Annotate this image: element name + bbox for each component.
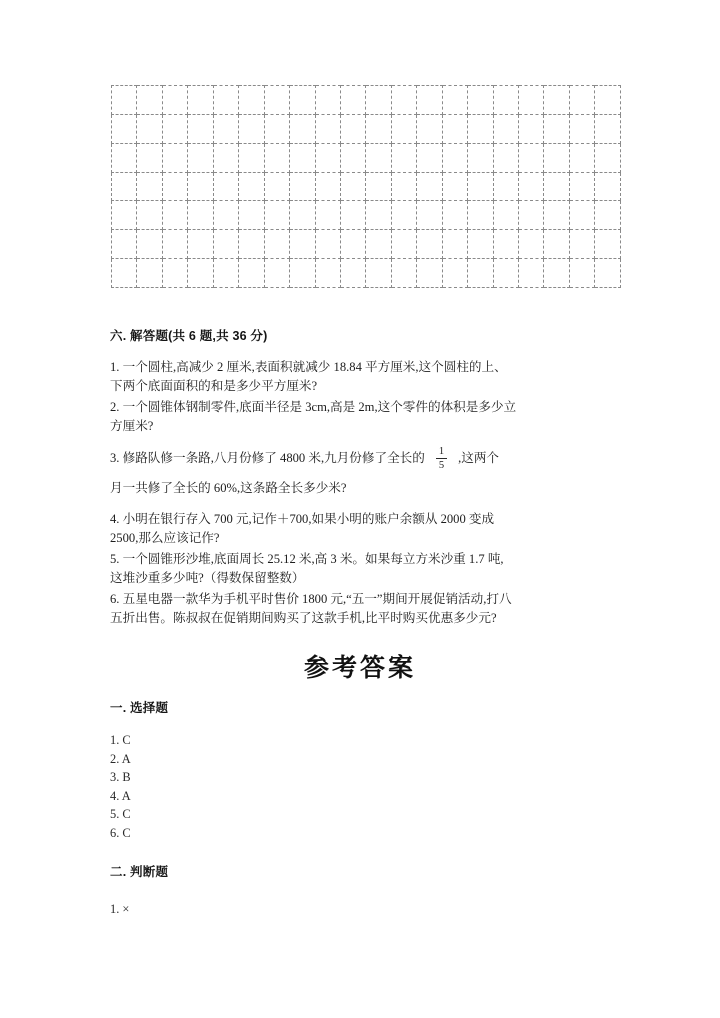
answer-group-heading-choice: 一. 选择题 xyxy=(110,701,169,715)
question-3-line-2: 月一共修了全长的 60%,这条路全长多少米? xyxy=(110,481,347,495)
answer-grid-cell[interactable] xyxy=(112,259,137,288)
answer-grid-cell[interactable] xyxy=(417,86,442,115)
answer-grid-row xyxy=(112,172,621,201)
answer-grid-cell[interactable] xyxy=(544,172,569,201)
answer-grid-cell[interactable] xyxy=(569,172,594,201)
answer-item: 2. A xyxy=(110,751,131,766)
answer-grid-cell[interactable] xyxy=(264,259,289,288)
answer-grid-cell[interactable] xyxy=(340,230,365,259)
answer-grid-cell[interactable] xyxy=(264,172,289,201)
answer-grid-cell[interactable] xyxy=(391,114,416,143)
answer-grid-cell[interactable] xyxy=(112,86,137,115)
answer-grid-cell[interactable] xyxy=(213,201,238,230)
answer-grid-cell[interactable] xyxy=(442,86,467,115)
answer-grid-cell[interactable] xyxy=(239,259,264,288)
answer-grid-cell[interactable] xyxy=(213,86,238,115)
answer-item: 4. A xyxy=(110,788,131,803)
answer-grid-cell[interactable] xyxy=(544,201,569,230)
question-6 xyxy=(110,590,624,628)
answer-grid-cell[interactable] xyxy=(595,259,621,288)
answer-grid-cell[interactable] xyxy=(366,259,391,288)
answer-grid-cell[interactable] xyxy=(468,86,493,115)
answer-grid-cell[interactable] xyxy=(162,143,187,172)
answer-grid-cell[interactable] xyxy=(569,230,594,259)
answer-grid-cell[interactable] xyxy=(264,230,289,259)
question-1 xyxy=(110,358,624,396)
answer-list-choice xyxy=(110,731,131,843)
answer-grid-cell[interactable] xyxy=(595,230,621,259)
question-2-line-2: 方厘米? xyxy=(110,419,154,433)
answer-grid-cell[interactable] xyxy=(442,259,467,288)
answer-grid-cell[interactable] xyxy=(315,86,340,115)
answer-grid-cell[interactable] xyxy=(468,201,493,230)
answer-grid-cell[interactable] xyxy=(264,114,289,143)
answer-grid-cell[interactable] xyxy=(442,201,467,230)
answer-grid-cell[interactable] xyxy=(417,172,442,201)
answer-grid-row xyxy=(112,230,621,259)
answer-list-truefalse xyxy=(110,900,129,919)
answer-grid-cell[interactable] xyxy=(315,114,340,143)
answer-grid-cell[interactable] xyxy=(162,230,187,259)
answer-grid-cell[interactable] xyxy=(213,172,238,201)
answer-grid-cell[interactable] xyxy=(366,143,391,172)
answer-grid-cell[interactable] xyxy=(137,143,162,172)
answer-grid-cell[interactable] xyxy=(162,114,187,143)
answer-grid-cell[interactable] xyxy=(544,230,569,259)
answer-grid-cell[interactable] xyxy=(595,172,621,201)
answer-grid-cell[interactable] xyxy=(112,201,137,230)
question-1-line-2: 下两个底面面积的和是多少平方厘米? xyxy=(110,379,318,393)
answer-grid-cell[interactable] xyxy=(188,201,213,230)
answer-grid-cell[interactable] xyxy=(188,172,213,201)
answer-grid-cell[interactable] xyxy=(442,230,467,259)
question-3-line-1-before: 3. 修路队修一条路,八月份修了 4800 米,九月份修了全长的 xyxy=(110,451,425,465)
answer-grid-cell[interactable] xyxy=(112,230,137,259)
answer-grid-cell[interactable] xyxy=(595,86,621,115)
question-6-line-2: 五折出售。陈叔叔在促销期间购买了这款手机,比平时购买优惠多少元? xyxy=(110,611,497,625)
answer-grid-cell[interactable] xyxy=(595,114,621,143)
answer-grid-cell[interactable] xyxy=(544,114,569,143)
question-5-line-1: 5. 一个圆锥形沙堆,底面周长 25.12 米,高 3 米。如果每立方米沙重 1.7 吨, xyxy=(110,552,504,566)
answer-grid-cell[interactable] xyxy=(366,201,391,230)
answer-grid-cell[interactable] xyxy=(468,172,493,201)
answer-group-heading-truefalse: 二. 判断题 xyxy=(110,865,169,879)
answer-grid-cell[interactable] xyxy=(340,143,365,172)
answer-grid-cell[interactable] xyxy=(569,114,594,143)
answer-grid-cell[interactable] xyxy=(519,86,544,115)
question-6-line-1: 6. 五星电器一款华为手机平时售价 1800 元,“五一”期间开展促销活动,打八 xyxy=(110,592,512,606)
answer-grid-cell[interactable] xyxy=(493,201,518,230)
question-list xyxy=(110,358,624,630)
answer-grid-cell[interactable] xyxy=(569,86,594,115)
answer-grid-cell[interactable] xyxy=(493,230,518,259)
answer-grid-cell[interactable] xyxy=(417,143,442,172)
answer-grid-cell[interactable] xyxy=(493,259,518,288)
answer-grid-cell[interactable] xyxy=(162,86,187,115)
answer-grid-cell[interactable] xyxy=(519,114,544,143)
answer-item: 1. C xyxy=(110,733,131,747)
answer-grid-cell[interactable] xyxy=(264,143,289,172)
answer-item: 3. B xyxy=(110,770,131,785)
answer-grid-cell[interactable] xyxy=(595,201,621,230)
answer-grid-cell[interactable] xyxy=(366,114,391,143)
answer-grid-cell[interactable] xyxy=(442,172,467,201)
answer-grid-cell[interactable] xyxy=(112,114,137,143)
question-4-line-1: 4. 小明在银行存入 700 元,记作＋700,如果小明的账户余额从 2000 变成 xyxy=(110,512,495,526)
answer-item: 5. C xyxy=(110,807,131,822)
answer-grid-cell[interactable] xyxy=(137,259,162,288)
answer-grid-cell[interactable] xyxy=(290,259,315,288)
answer-grid-cell[interactable] xyxy=(493,86,518,115)
answer-grid-cell[interactable] xyxy=(290,201,315,230)
answer-grid-cell[interactable] xyxy=(366,230,391,259)
answer-grid-cell[interactable] xyxy=(290,143,315,172)
answer-grid-cell[interactable] xyxy=(468,259,493,288)
answer-grid-cell[interactable] xyxy=(112,143,137,172)
answer-grid-cell[interactable] xyxy=(391,230,416,259)
answer-grid-cell[interactable] xyxy=(137,86,162,115)
answer-key-title: 参考答案 xyxy=(303,655,416,682)
fraction-denominator: 5 xyxy=(438,459,445,471)
answer-grid-cell[interactable] xyxy=(442,114,467,143)
answer-grid-cell[interactable] xyxy=(544,86,569,115)
answer-grid-cell[interactable] xyxy=(493,114,518,143)
answer-grid-cell[interactable] xyxy=(417,259,442,288)
question-4 xyxy=(110,510,624,548)
answer-grid-cell[interactable] xyxy=(391,143,416,172)
answer-grid-cell[interactable] xyxy=(340,172,365,201)
answer-grid-cell[interactable] xyxy=(239,230,264,259)
answer-grid-cell[interactable] xyxy=(290,172,315,201)
answer-grid-cell[interactable] xyxy=(519,201,544,230)
answer-grid-cell[interactable] xyxy=(162,201,187,230)
answer-grid-cell[interactable] xyxy=(239,201,264,230)
question-4-line-2: 2500,那么应该记作? xyxy=(110,531,220,545)
answer-grid-cell[interactable] xyxy=(239,143,264,172)
answer-grid-cell[interactable] xyxy=(315,230,340,259)
answer-grid-cell[interactable] xyxy=(493,143,518,172)
answer-grid-cell[interactable] xyxy=(340,86,365,115)
answer-grid-cell[interactable] xyxy=(264,86,289,115)
answer-grid-cell[interactable] xyxy=(137,172,162,201)
answer-grid-cell[interactable] xyxy=(239,172,264,201)
answer-grid-cell[interactable] xyxy=(519,172,544,201)
answer-grid-cell[interactable] xyxy=(417,201,442,230)
answer-grid-cell[interactable] xyxy=(213,230,238,259)
answer-grid-cell[interactable] xyxy=(468,230,493,259)
answer-grid-cell[interactable] xyxy=(519,259,544,288)
answer-item: 1. × xyxy=(110,902,130,916)
answer-grid-row xyxy=(112,143,621,172)
question-1-line-1: 1. 一个圆柱,高减少 2 厘米,表面积就减少 18.84 平方厘米,这个圆柱的上、 xyxy=(110,360,507,374)
answer-grid-cell[interactable] xyxy=(544,143,569,172)
answer-grid-cell[interactable] xyxy=(290,86,315,115)
answer-grid-cell[interactable] xyxy=(417,114,442,143)
fraction-one-fifth xyxy=(436,446,447,471)
answer-grid-cell[interactable] xyxy=(137,201,162,230)
fraction-numerator: 1 xyxy=(438,445,445,457)
answer-grid-cell[interactable] xyxy=(595,143,621,172)
answer-grid-table xyxy=(111,85,621,288)
fraction-bar xyxy=(436,458,447,459)
answer-grid-cell[interactable] xyxy=(188,114,213,143)
answer-grid-row xyxy=(112,259,621,288)
answer-grid xyxy=(111,85,621,288)
answer-grid-cell[interactable] xyxy=(188,143,213,172)
answer-grid-cell[interactable] xyxy=(544,259,569,288)
answer-grid-cell[interactable] xyxy=(340,114,365,143)
answer-grid-cell[interactable] xyxy=(391,259,416,288)
question-3-line-1-after: ,这两个 xyxy=(458,451,500,465)
answer-grid-cell[interactable] xyxy=(442,143,467,172)
answer-grid-cell[interactable] xyxy=(315,143,340,172)
answer-grid-cell[interactable] xyxy=(315,201,340,230)
answer-grid-cell[interactable] xyxy=(137,114,162,143)
question-2-line-1: 2. 一个圆锥体钢制零件,底面半径是 3cm,高是 2m,这个零件的体积是多少立 xyxy=(110,400,517,414)
answer-grid-cell[interactable] xyxy=(264,201,289,230)
answer-grid-cell[interactable] xyxy=(569,259,594,288)
question-2 xyxy=(110,398,624,436)
answer-grid-cell[interactable] xyxy=(366,172,391,201)
answer-grid-cell[interactable] xyxy=(340,259,365,288)
answer-grid-cell[interactable] xyxy=(213,114,238,143)
answer-grid-row xyxy=(112,201,621,230)
answer-grid-cell[interactable] xyxy=(315,172,340,201)
answer-grid-cell[interactable] xyxy=(137,230,162,259)
answer-item: 6. C xyxy=(110,825,131,840)
answer-grid-cell[interactable] xyxy=(290,114,315,143)
answer-grid-cell[interactable] xyxy=(468,114,493,143)
question-5-line-2: 这堆沙重多少吨?（得数保留整数） xyxy=(110,571,305,585)
answer-grid-cell[interactable] xyxy=(366,86,391,115)
answer-grid-cell[interactable] xyxy=(162,172,187,201)
answer-grid-body xyxy=(112,86,621,288)
question-3 xyxy=(110,443,624,503)
answer-grid-cell[interactable] xyxy=(493,172,518,201)
section-heading-solve: 六. 解答题(共 6 题,共 36 分) xyxy=(110,329,268,343)
answer-grid-cell[interactable] xyxy=(519,143,544,172)
answer-grid-cell[interactable] xyxy=(417,230,442,259)
answer-grid-cell[interactable] xyxy=(188,86,213,115)
answer-grid-cell[interactable] xyxy=(468,143,493,172)
answer-grid-cell[interactable] xyxy=(290,230,315,259)
answer-grid-cell[interactable] xyxy=(569,143,594,172)
answer-grid-cell[interactable] xyxy=(391,201,416,230)
answer-grid-cell[interactable] xyxy=(391,86,416,115)
question-5 xyxy=(110,550,624,588)
answer-grid-cell[interactable] xyxy=(569,201,594,230)
answer-grid-cell[interactable] xyxy=(188,259,213,288)
answer-grid-cell[interactable] xyxy=(213,143,238,172)
answer-grid-cell[interactable] xyxy=(213,259,238,288)
answer-grid-cell[interactable] xyxy=(162,259,187,288)
answer-grid-cell[interactable] xyxy=(519,230,544,259)
answer-grid-cell[interactable] xyxy=(112,172,137,201)
answer-grid-cell[interactable] xyxy=(340,201,365,230)
answer-grid-cell[interactable] xyxy=(391,172,416,201)
answer-grid-cell[interactable] xyxy=(239,86,264,115)
answer-grid-cell[interactable] xyxy=(239,114,264,143)
answer-grid-row xyxy=(112,86,621,115)
answer-grid-cell[interactable] xyxy=(315,259,340,288)
answer-grid-row xyxy=(112,114,621,143)
answer-grid-cell[interactable] xyxy=(188,230,213,259)
